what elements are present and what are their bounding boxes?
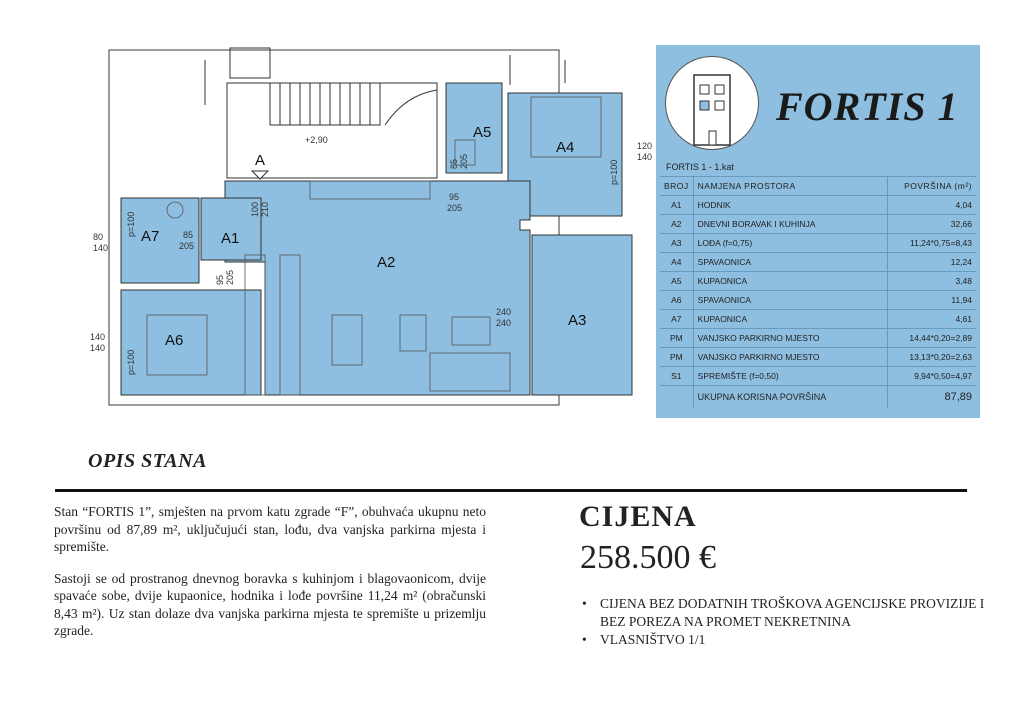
row-area: 4,04 — [888, 196, 977, 215]
room-label-a5: A5 — [473, 124, 492, 141]
price-value: 258.500 € — [580, 539, 716, 576]
building-icon — [665, 56, 759, 150]
dim-a4-parapet: p=100 — [609, 159, 619, 185]
dim-a4-window-h: 140 — [637, 152, 653, 162]
row-id: PM — [660, 329, 693, 348]
row-area: 32,66 — [888, 215, 977, 234]
description — [54, 503, 486, 654]
description-paragraph: Sastoji se od prostranog dnevnog boravka s kuhinjom i blagovaonicom, dvije spavaće sobe, dvije kupaonice, hodnika i lođe površine 11,24 m² (obračunski 8,43 m²). Uz stan dolaze dva vanjska parkirna mjesta te spremište u prizemlju zgrade. — [54, 570, 486, 638]
table-row — [660, 348, 976, 367]
section-title: OPIS STANA — [88, 450, 207, 472]
table-caption: FORTIS 1 - 1.kat — [660, 159, 976, 177]
area-table — [660, 159, 976, 408]
dim-a3-door-w: 240 — [496, 307, 512, 317]
row-id: PM — [660, 348, 693, 367]
header-col-number: BROJ — [660, 177, 693, 196]
table-row — [660, 253, 976, 272]
section-marker-label: A — [255, 152, 266, 169]
room-label-a6: A6 — [165, 332, 184, 349]
dim-a1-a2-door-w: 95 — [215, 274, 225, 285]
room-label-a4: A4 — [556, 139, 575, 156]
row-name: VANJSKO PARKIRNO MJESTO — [693, 348, 887, 367]
table-row — [660, 310, 976, 329]
room-label-a3: A3 — [568, 312, 587, 329]
header-col-purpose: NAMJENA PROSTORA — [693, 177, 887, 196]
row-id: A4 — [660, 253, 693, 272]
row-name: KUPAONICA — [693, 310, 887, 329]
table-header — [660, 177, 976, 196]
room-label-a1: A1 — [221, 230, 240, 247]
row-name: DNEVNI BORAVAK I KUHINJA — [693, 215, 887, 234]
row-name: SPAVAONICA — [693, 253, 887, 272]
dim-a4-window-w: 120 — [637, 141, 653, 151]
table-row — [660, 329, 976, 348]
table-row — [660, 215, 976, 234]
row-name: SPAVAONICA — [693, 291, 887, 310]
row-name: SPREMIŠTE (f=0,50) — [693, 367, 887, 386]
room-label-a2: A2 — [377, 254, 396, 271]
level-label: +2,90 — [305, 135, 328, 145]
dim-a2-door-w: 95 — [449, 192, 460, 202]
table-total-row — [660, 386, 976, 409]
table-row — [660, 272, 976, 291]
dim-a7-door-w: 85 — [183, 230, 194, 240]
row-area: 14,44*0,20=2,89 — [888, 329, 977, 348]
dim-a5-door-h: 205 — [459, 153, 469, 169]
dim-a5-door-w: 85 — [449, 158, 459, 169]
dim-a7-window-h: 140 — [93, 243, 109, 253]
header-col-area: POVRŠINA (m²) — [888, 177, 977, 196]
room-fills — [121, 83, 632, 395]
price-label: CIJENA — [579, 500, 697, 533]
row-id: S1 — [660, 367, 693, 386]
dim-a6-parapet: p=100 — [126, 349, 136, 375]
table-row — [660, 196, 976, 215]
row-name: KUPAONICA — [693, 272, 887, 291]
row-id: A5 — [660, 272, 693, 291]
dim-a7-door-h: 205 — [179, 241, 195, 251]
description-paragraph: Stan “FORTIS 1”, smješten na prvom katu zgrade “F”, obuhvaća ukupnu neto površinu od 87,89 m², uključujući stan, lođu, dva vanjska parkirna mjesta i spremište. — [54, 504, 486, 554]
room-label-a7: A7 — [141, 228, 160, 245]
dim-a3-door-h: 240 — [496, 318, 512, 328]
price-notes — [580, 595, 990, 649]
info-panel — [656, 45, 980, 418]
total-spacer — [660, 386, 693, 409]
total-value: 87,89 — [888, 386, 977, 409]
dim-a6-window-h: 140 — [90, 343, 106, 353]
row-id: A1 — [660, 196, 693, 215]
dim-a1-door-h: 210 — [260, 201, 270, 217]
price-note: • CIJENA BEZ DODATNIH TROŠKOVA AGENCIJSKE PROVIZIJE I BEZ POREZA NA PROMET NEKRETNINA — [580, 595, 990, 631]
row-name: LOĐA (f=0,75) — [693, 234, 887, 253]
divider — [55, 489, 967, 492]
row-name: HODNIK — [693, 196, 887, 215]
price-note: • VLASNIŠTVO 1/1 — [580, 631, 990, 649]
dim-a7-parapet: p=100 — [126, 211, 136, 237]
row-area: 11,94 — [888, 291, 977, 310]
row-area: 3,48 — [888, 272, 977, 291]
dim-a1-a2-door-h: 205 — [225, 269, 235, 285]
row-id: A2 — [660, 215, 693, 234]
dim-a6-window-w: 140 — [90, 332, 106, 342]
row-area: 9,94*0,50=4,97 — [888, 367, 977, 386]
row-name: VANJSKO PARKIRNO MJESTO — [693, 329, 887, 348]
table-row — [660, 367, 976, 386]
table-row — [660, 234, 976, 253]
row-id: A6 — [660, 291, 693, 310]
row-id: A7 — [660, 310, 693, 329]
dim-a1-door-w: 100 — [250, 201, 260, 217]
total-label: UKUPNA KORISNA POVRŠINA — [697, 392, 827, 402]
floor-plan — [55, 45, 653, 415]
row-area: 12,24 — [888, 253, 977, 272]
row-area: 13,13*0,20=2,63 — [888, 348, 977, 367]
dim-a7-window-w: 80 — [93, 232, 104, 242]
row-area: 4,61 — [888, 310, 977, 329]
dim-a2-door-h: 205 — [447, 203, 463, 213]
row-id: A3 — [660, 234, 693, 253]
row-area: 11,24*0,75=8,43 — [888, 234, 977, 253]
page-title: FORTIS 1 — [776, 84, 959, 129]
table-row — [660, 291, 976, 310]
